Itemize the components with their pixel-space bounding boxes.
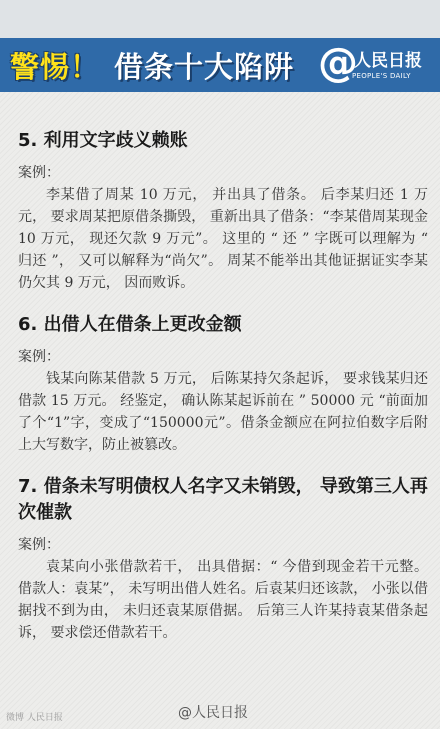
article-content xyxy=(18,128,428,662)
watermark-left: 微博 人民日报 xyxy=(6,713,63,723)
case-label: 案例： xyxy=(18,165,60,181)
section-6 xyxy=(18,312,428,456)
banner-title: 借条十大陷阱 xyxy=(114,49,295,84)
people-daily-logo xyxy=(318,40,436,90)
watermark-center: @人民日报 xyxy=(178,705,248,721)
logo-subtitle: PEOPLE'S DAILY xyxy=(352,72,411,80)
section-title: 6. 出借人在借条上更改金额 xyxy=(18,314,242,335)
case-label: 案例： xyxy=(18,537,60,553)
logo-name: 人民日报 xyxy=(354,51,422,71)
at-icon: @ xyxy=(318,40,358,86)
case-body: 李某借了周某 10 万元， 并出具了借条。 后李某归还 1 万元， 要求周某把原借条撕毁， 重新出具了借条：“李某借周某现金 10 万元， 现还欠款 9 万元”。 这里的 “ 还 ” 字既可以理解为 “ 归还 ”， 又可以解释为“尚欠”。 周某不能举出其他证据证实李某仍欠其 9 万元， 因而败诉。 xyxy=(18,187,428,291)
case-label: 案例： xyxy=(18,349,60,365)
section-title: 7. 借条未写明债权人名字又未销毁， 导致第三人再次催款 xyxy=(18,476,428,523)
case-body: 袁某向小张借款若干， 出具借据：“ 今借到现金若干元整。 借款人：袁某”， 未写明出借人姓名。后袁某归还该款， 小张以借据找不到为由， 未归还袁某原借据。 后第三人许某持袁某借条起诉， 要求偿还借款若干。 xyxy=(18,559,428,641)
case-body: 钱某向陈某借款 5 万元， 后陈某持欠条起诉， 要求钱某归还借款 15 万元。 经鉴定， 确认陈某起诉前在 ” 50000 元 “前面加了个“1”字，变成了“150000元”。借条金额应在阿拉伯数字后附上大写数字，防止被篡改。 xyxy=(18,371,428,453)
section-5 xyxy=(18,128,428,294)
banner-heading xyxy=(10,40,294,90)
section-title: 5. 利用文字歧义赖账 xyxy=(18,130,188,151)
banner-warning: 警惕！ xyxy=(10,49,101,84)
section-7 xyxy=(18,474,428,644)
